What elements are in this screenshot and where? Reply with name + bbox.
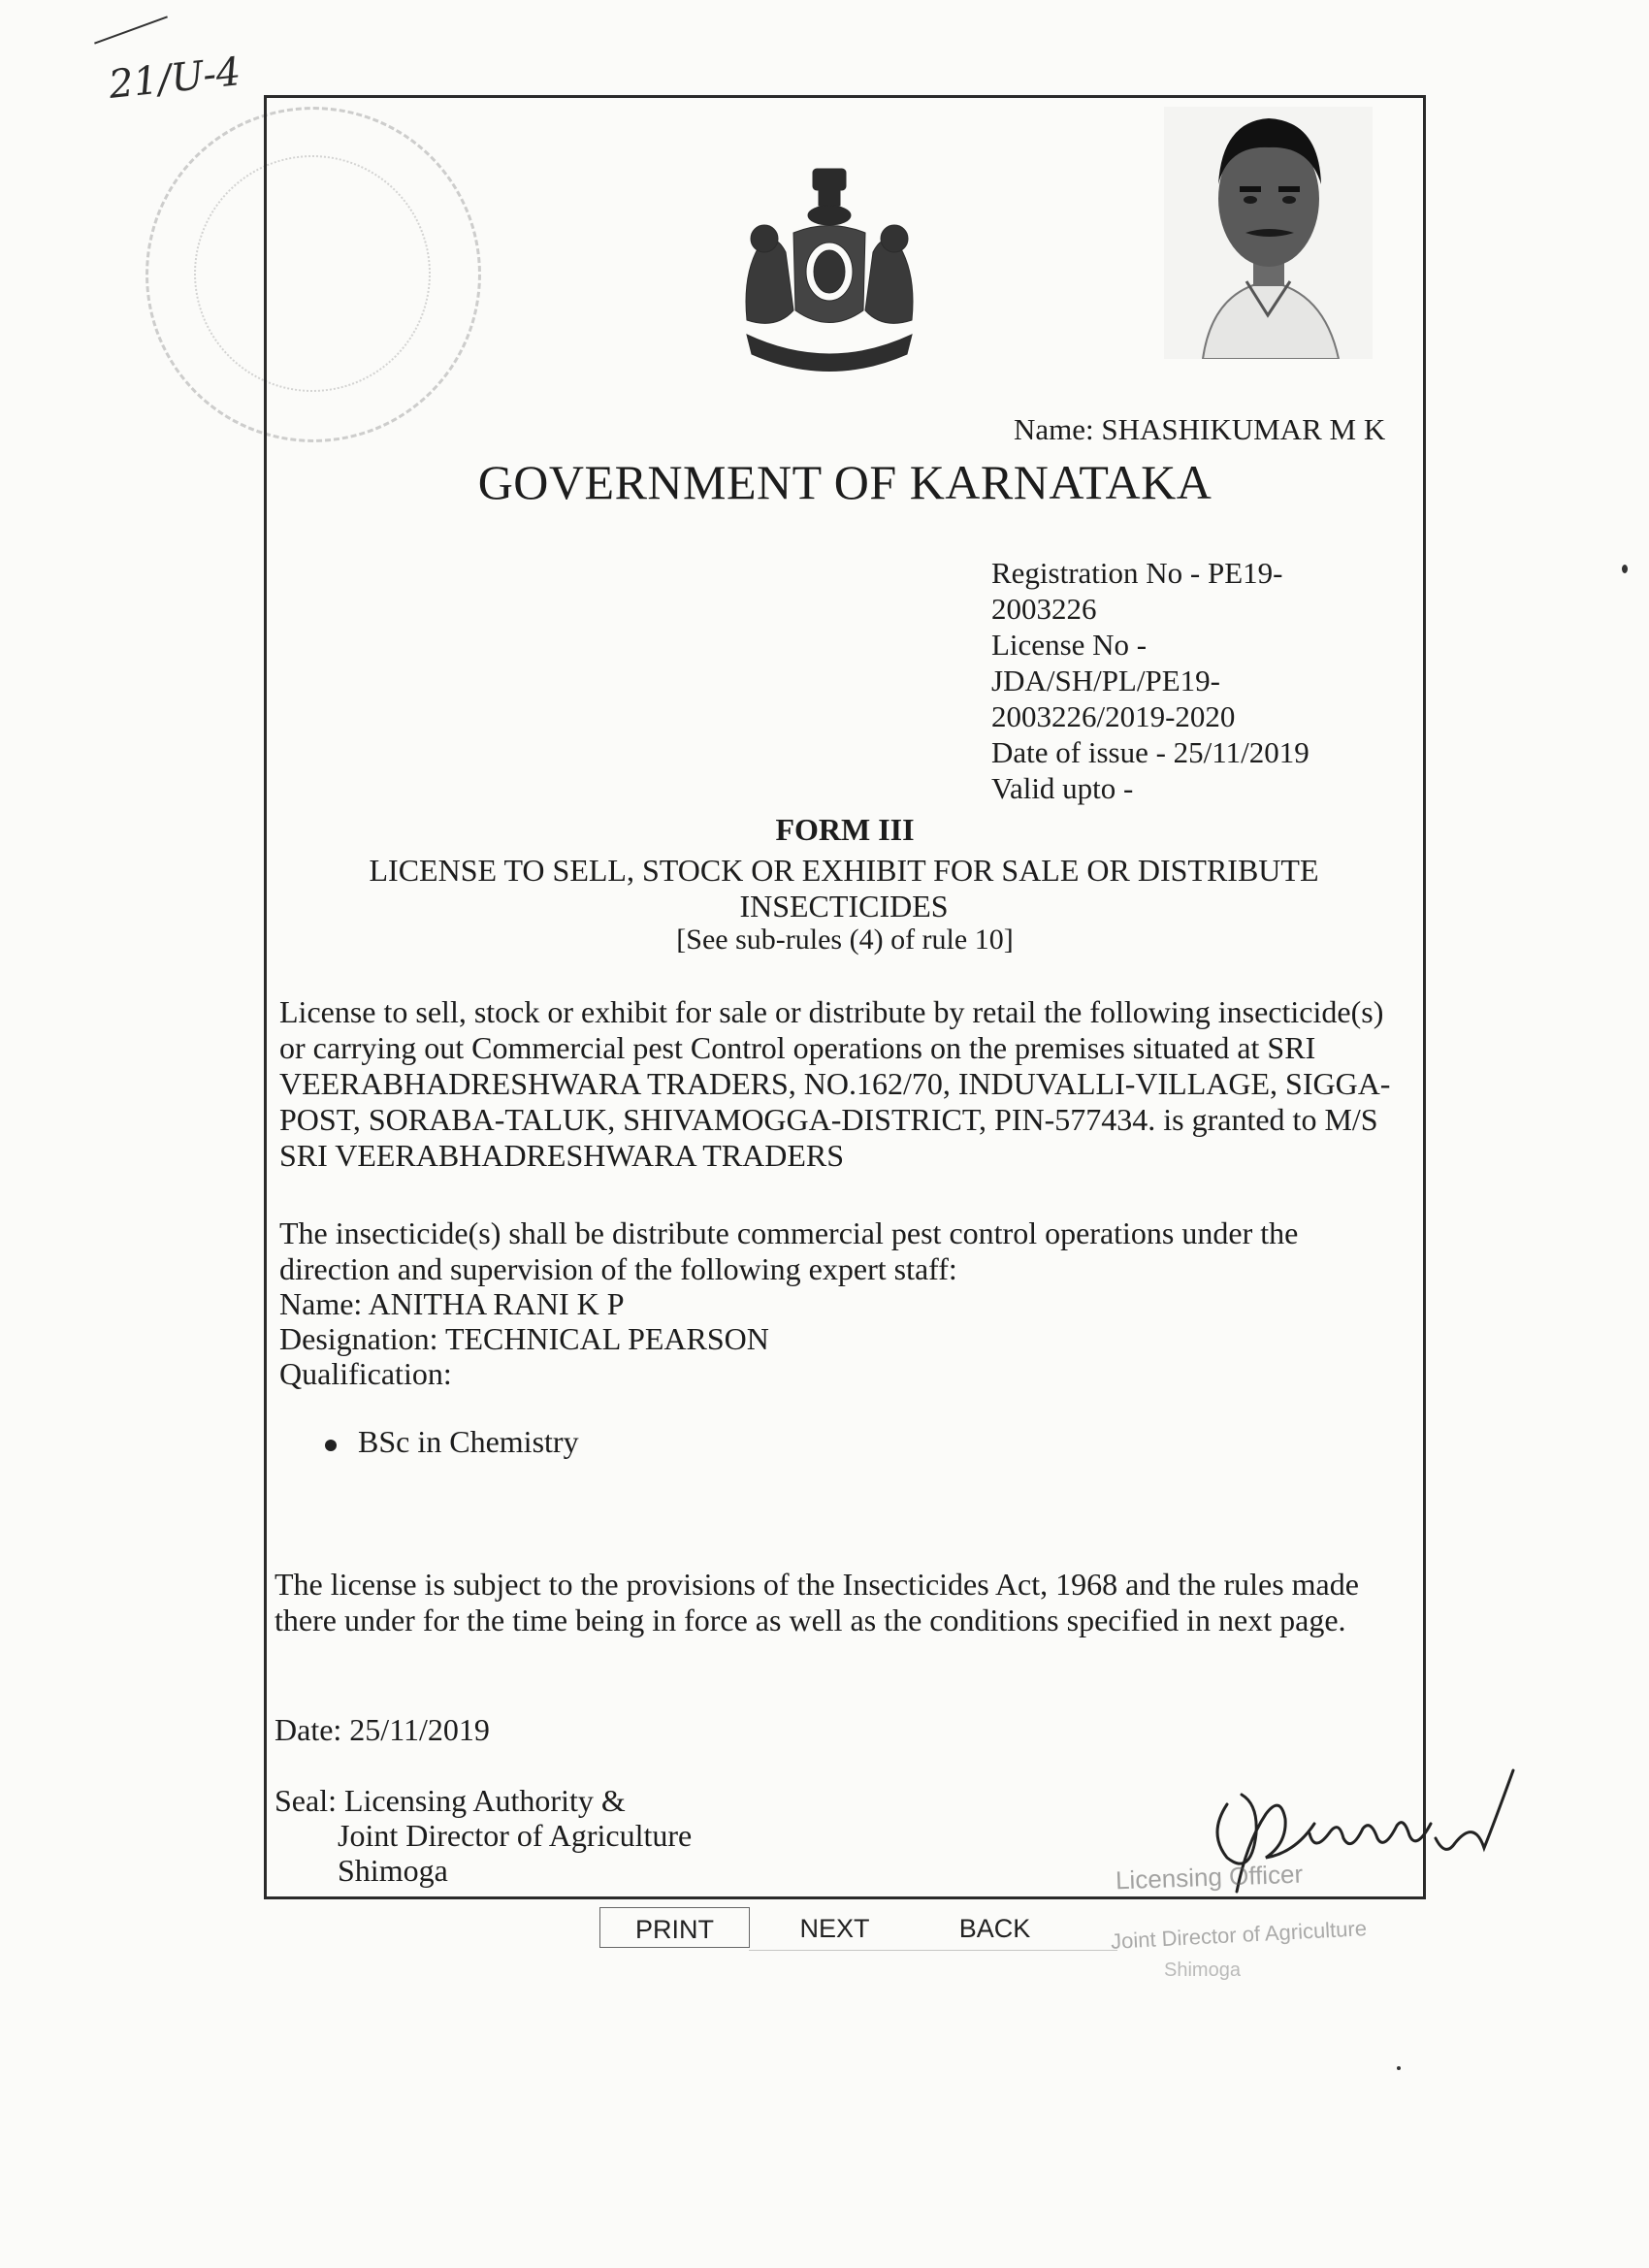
valid-upto: Valid upto -	[991, 771, 1134, 805]
scan-speck	[1622, 565, 1628, 573]
action-button-row	[599, 1907, 1031, 1950]
issue-date: Date: 25/11/2019	[275, 1712, 490, 1747]
license-grant-paragraph: License to sell, stock or exhibit for sale or distribute by retail the following insecticide(s) or carrying out Commercial pest Control operations on the premises situated at SRI VEERABHADRESHWARA TRADERS, NO.162/70, INDUVALLI-VILLAGE, SIGGA-POST, SORABA-TALUK, SHIVAMOGGA-DISTRICT, PIN-577434. is granted to M/S SRI VEERABHADRESHWARA TRADERS	[279, 994, 1391, 1173]
applicant-name: Name: SHASHIKUMAR M K	[1014, 412, 1386, 446]
scan-speck	[1397, 2066, 1401, 2070]
stamp-joint-director: Joint Director of Agriculture	[1110, 1916, 1368, 1954]
qualification-list-item	[325, 1424, 579, 1460]
registration-no-value: 2003226	[991, 592, 1097, 626]
registration-details	[991, 555, 1379, 806]
seal-authority: Seal: Licensing Authority &	[275, 1783, 626, 1818]
registration-no-line: Registration No - PE19-	[991, 556, 1283, 590]
form-rule-reference: [See sub-rules (4) of rule 10]	[676, 923, 1014, 956]
expert-designation: Designation: TECHNICAL PEARSON	[279, 1321, 769, 1356]
back-button[interactable]: BACK	[920, 1907, 1070, 1948]
seal-place: Shimoga	[338, 1853, 448, 1888]
qualification-text: BSc in Chemistry	[358, 1424, 579, 1459]
form-title: FORM III	[775, 812, 915, 847]
date-of-issue: Date of issue - 25/11/2019	[991, 735, 1310, 769]
karnataka-emblem-icon	[718, 165, 941, 378]
bullet-icon	[325, 1440, 337, 1451]
divider	[749, 1950, 1117, 1951]
next-button[interactable]: NEXT	[760, 1907, 910, 1948]
expert-qualification-label: Qualification:	[279, 1356, 452, 1391]
print-button[interactable]: PRINT	[599, 1907, 750, 1948]
expert-name: Name: ANITHA RANI K P	[279, 1286, 625, 1321]
license-conditions-paragraph: The license is subject to the provisions of the Insecticides Act, 1968 and the rules made there under for the time being in force as well as the conditions specified in next page.	[275, 1567, 1359, 1637]
government-title: GOVERNMENT OF KARNATAKA	[477, 455, 1212, 509]
form-subtitle: LICENSE TO SELL, STOCK OR EXHIBIT FOR SALE OR DISTRIBUTE INSECTICIDES	[369, 853, 1319, 923]
stamp-licensing-officer: Licensing Officer	[1115, 1859, 1304, 1895]
handwritten-note: 21/U-4	[106, 49, 243, 109]
handwritten-stroke	[94, 16, 168, 44]
license-no-value-1: JDA/SH/PL/PE19-	[991, 664, 1220, 697]
expert-staff-paragraph: The insecticide(s) shall be distribute commercial pest control operations under the direction and supervision of the following expert staff:	[279, 1215, 1299, 1286]
seal-designation: Joint Director of Agriculture	[338, 1818, 693, 1853]
applicant-photo	[1164, 107, 1373, 359]
stamp-place: Shimoga	[1164, 1960, 1241, 1981]
license-no-value-2: 2003226/2019-2020	[991, 699, 1236, 733]
license-no-label: License No -	[991, 628, 1148, 662]
